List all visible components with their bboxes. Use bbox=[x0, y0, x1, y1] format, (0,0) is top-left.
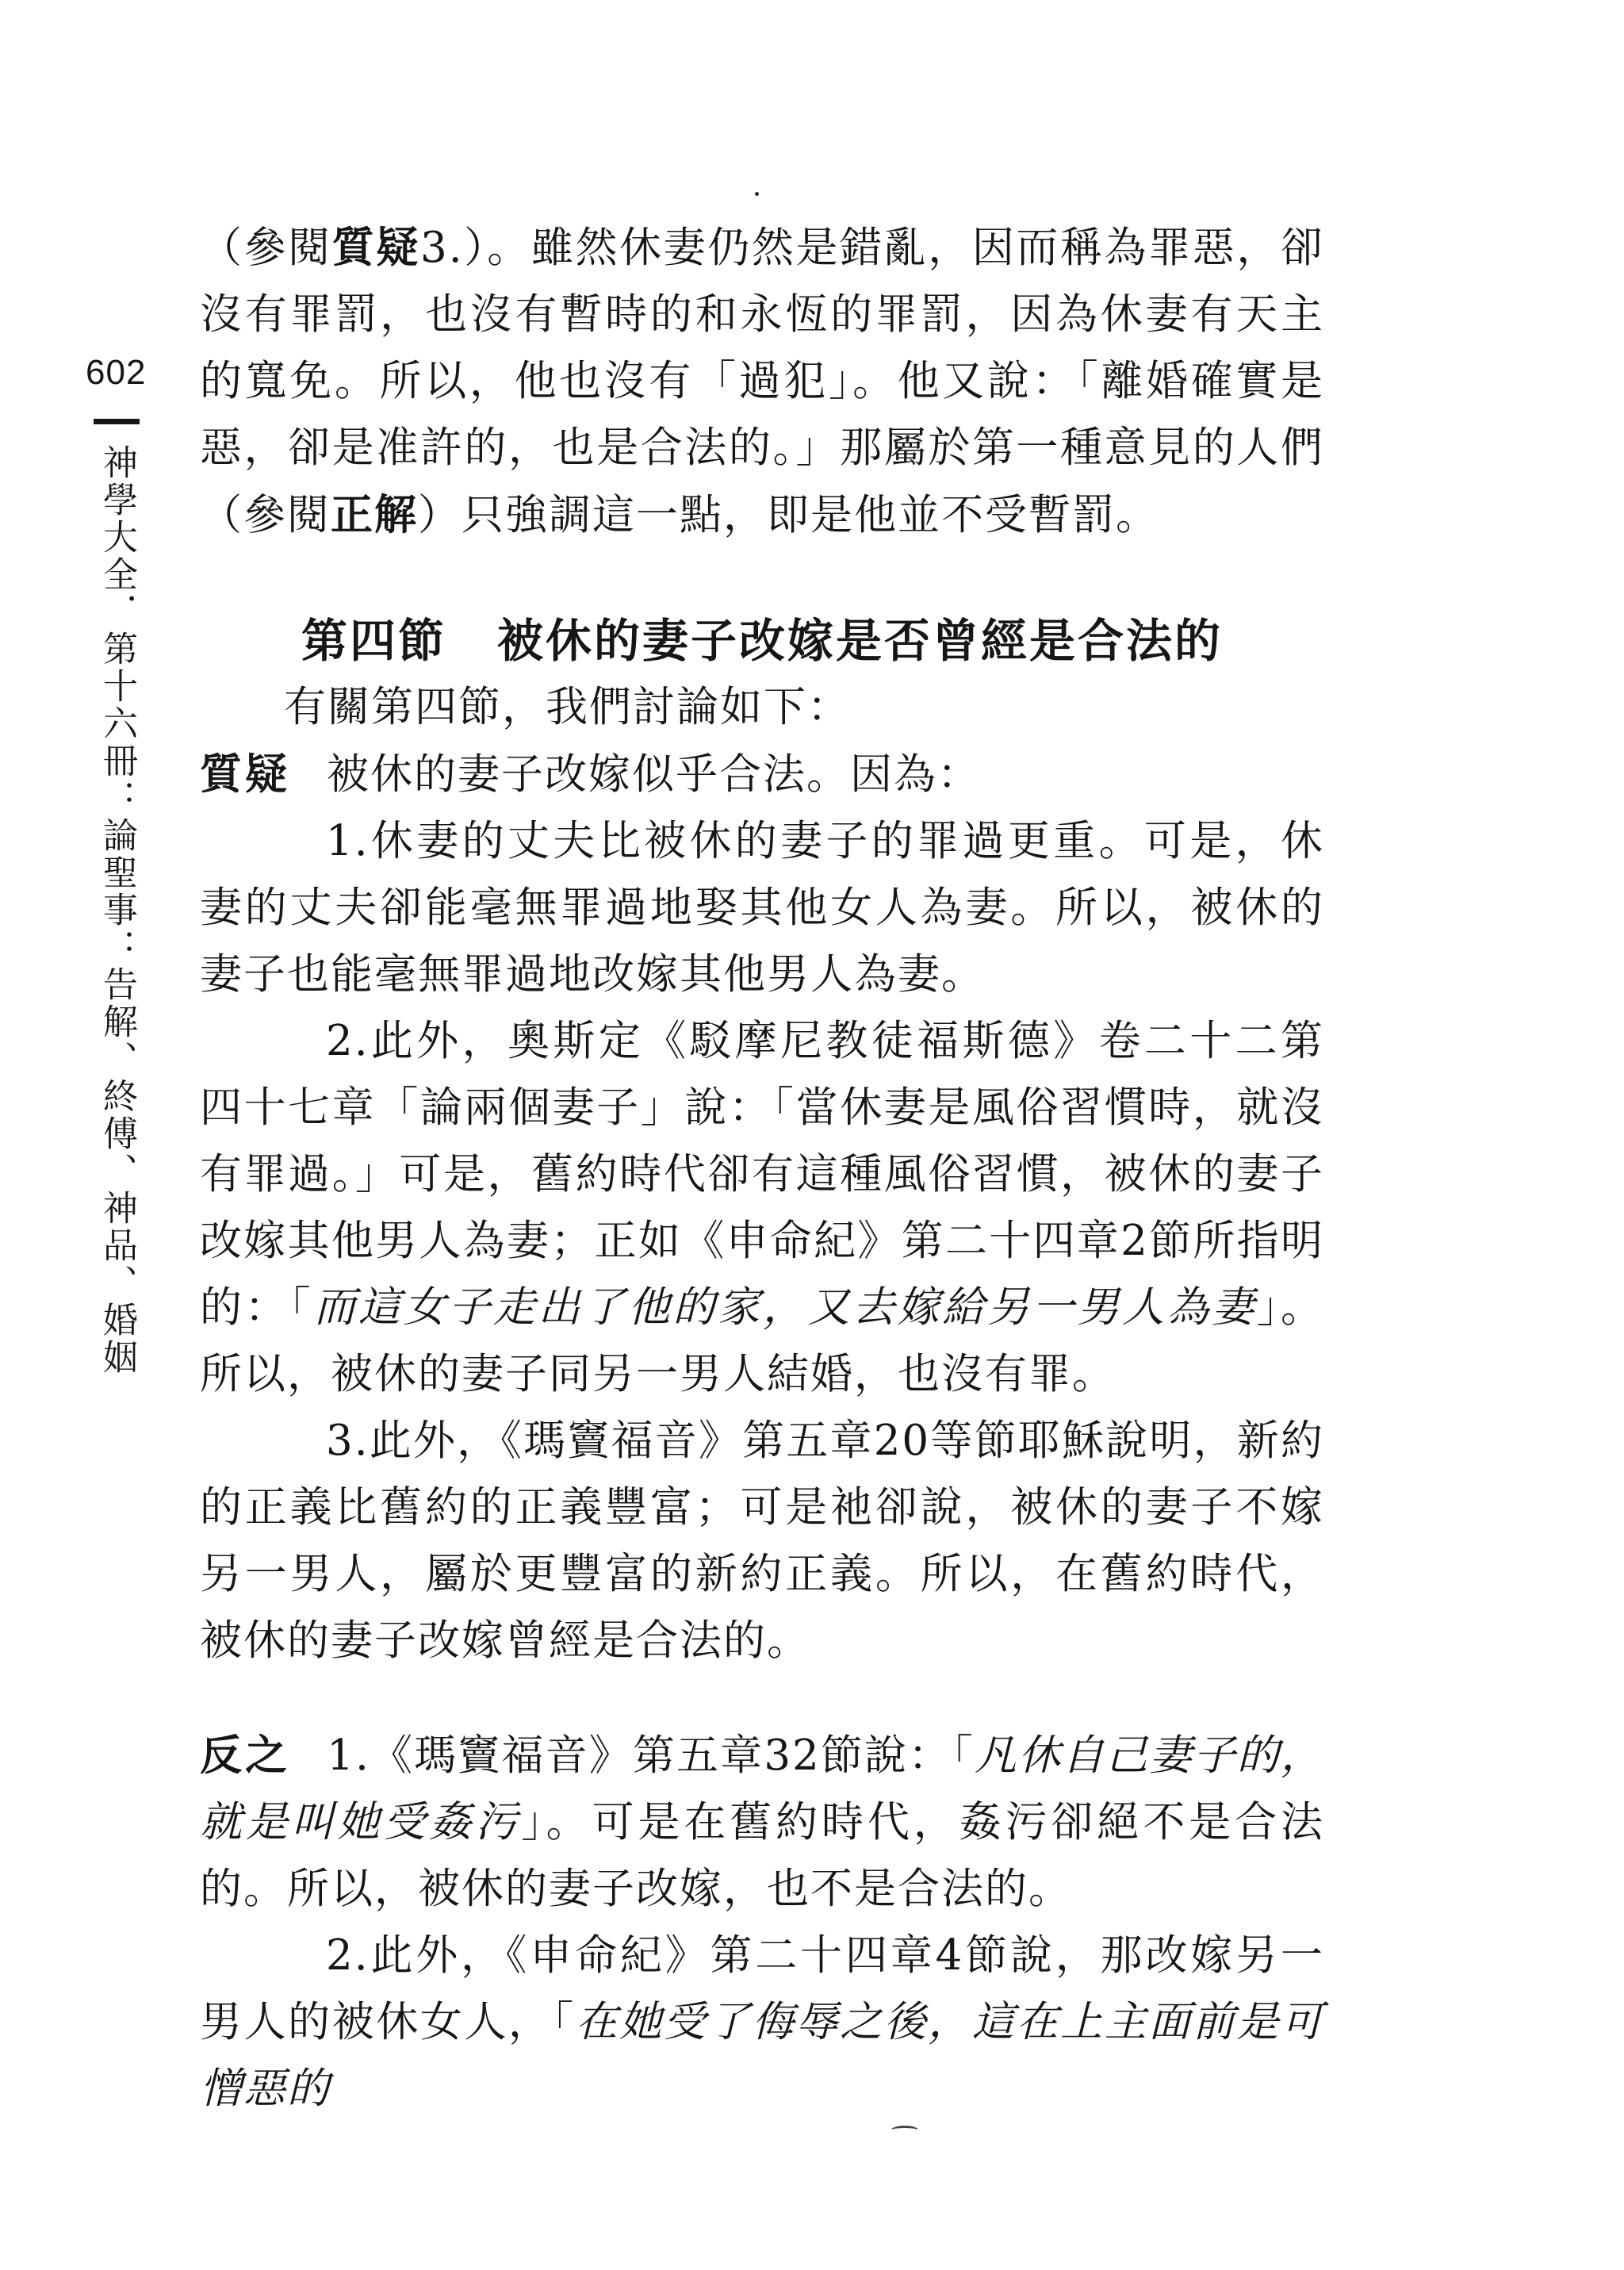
section-label: 第四節 bbox=[301, 614, 446, 668]
section-title: 被休的妻子改嫁是否曾經是合法的 bbox=[497, 614, 1224, 668]
sed-contra-2: 2.此外，《申命紀》第二十四章4節說，那改嫁另一男人的被休女人，「在她受了侮辱之後，這在上主面前是可憎惡的 bbox=[200, 1931, 1325, 2113]
cross-reference: 正解 bbox=[331, 490, 418, 539]
margin-rule bbox=[94, 419, 140, 424]
objection-1: 1.休妻的丈夫比被休的妻子的罪過更重。可是，休妻的丈夫卻能毫無罪過地娶其他女人為妻。所以，被休的妻子也能毫無罪過地改嫁其他男人為妻。 bbox=[200, 817, 1324, 999]
scan-speck bbox=[755, 192, 759, 196]
page-number: 602 bbox=[86, 353, 147, 392]
section-heading bbox=[200, 608, 1324, 674]
sed-contra-paragraph: 反之 1.《瑪竇福音》第五章32節說：「凡休自己妻子的，就是叫她受姦污」。可是在舊約時代，姦污卻絕不是合法的。所以，被休的妻子改嫁，也不是合法的。 bbox=[200, 1731, 1325, 1913]
section-intro: 有關第四節，我們討論如下： bbox=[284, 683, 851, 731]
objection-2: 2.此外，奧斯定《駁摩尼教徒福斯德》卷二十二第四十七章「論兩個妻子」說：「當休妻是風俗習慣時，就沒有罪過。」可是，舊約時代卻有這種風俗習慣，被休的妻子改嫁其他男人為妻；正如《申命紀》第二十四章2節所指明的：「而這女子走出了他的家，又去嫁給另一男人為妻」。所以，被休的妻子同另一男人結婚，也沒有罪。 bbox=[200, 1017, 1325, 1398]
objection-3: 3.此外，《瑪竇福音》第五章20等節耶穌說明，新約的正義比舊約的正義豐富；可是祂卻說，被休的妻子不嫁另一男人，屬於更豐富的新約正義。所以，在舊約時代，被休的妻子改嫁曾經是合法的。 bbox=[200, 1417, 1324, 1665]
scripture-quote: 凡休自己妻子的，就是叫她受姦污 bbox=[200, 1731, 1325, 1846]
cross-reference: 質疑 bbox=[331, 223, 420, 272]
scripture-quote: 而這女子走出了他的家，又去嫁給另一男人為妻 bbox=[313, 1283, 1257, 1332]
paragraph-continuation: （參閱質疑3.）。雖然休妻仍然是錯亂，因而稱為罪惡，卻沒有罪罰，也沒有暫時的和永恆的罪罰，因為休妻有天主的寬免。所以，他也沒有「過犯」。他又說：「離婚確實是惡，卻是准許的，也是合法的。」那屬於第一種意見的人們（參閱正解）只強調這一點，即是他並不受暫罰。 bbox=[200, 223, 1325, 539]
sed-contra-label: 反之 bbox=[200, 1731, 291, 1780]
running-title: 神學大全．第十六冊：論聖事：告解、終傅、神品、婚姻 bbox=[97, 444, 137, 1376]
objection-label: 質疑 bbox=[200, 750, 290, 799]
objection-paragraph: 質疑 被休的妻子改嫁似乎合法。因為： bbox=[200, 750, 981, 799]
scan-mark bbox=[891, 2126, 918, 2134]
main-text bbox=[200, 214, 1324, 2122]
scripture-quote: 在她受了侮辱之後，這在上主面前是可憎惡的 bbox=[200, 1998, 1325, 2113]
